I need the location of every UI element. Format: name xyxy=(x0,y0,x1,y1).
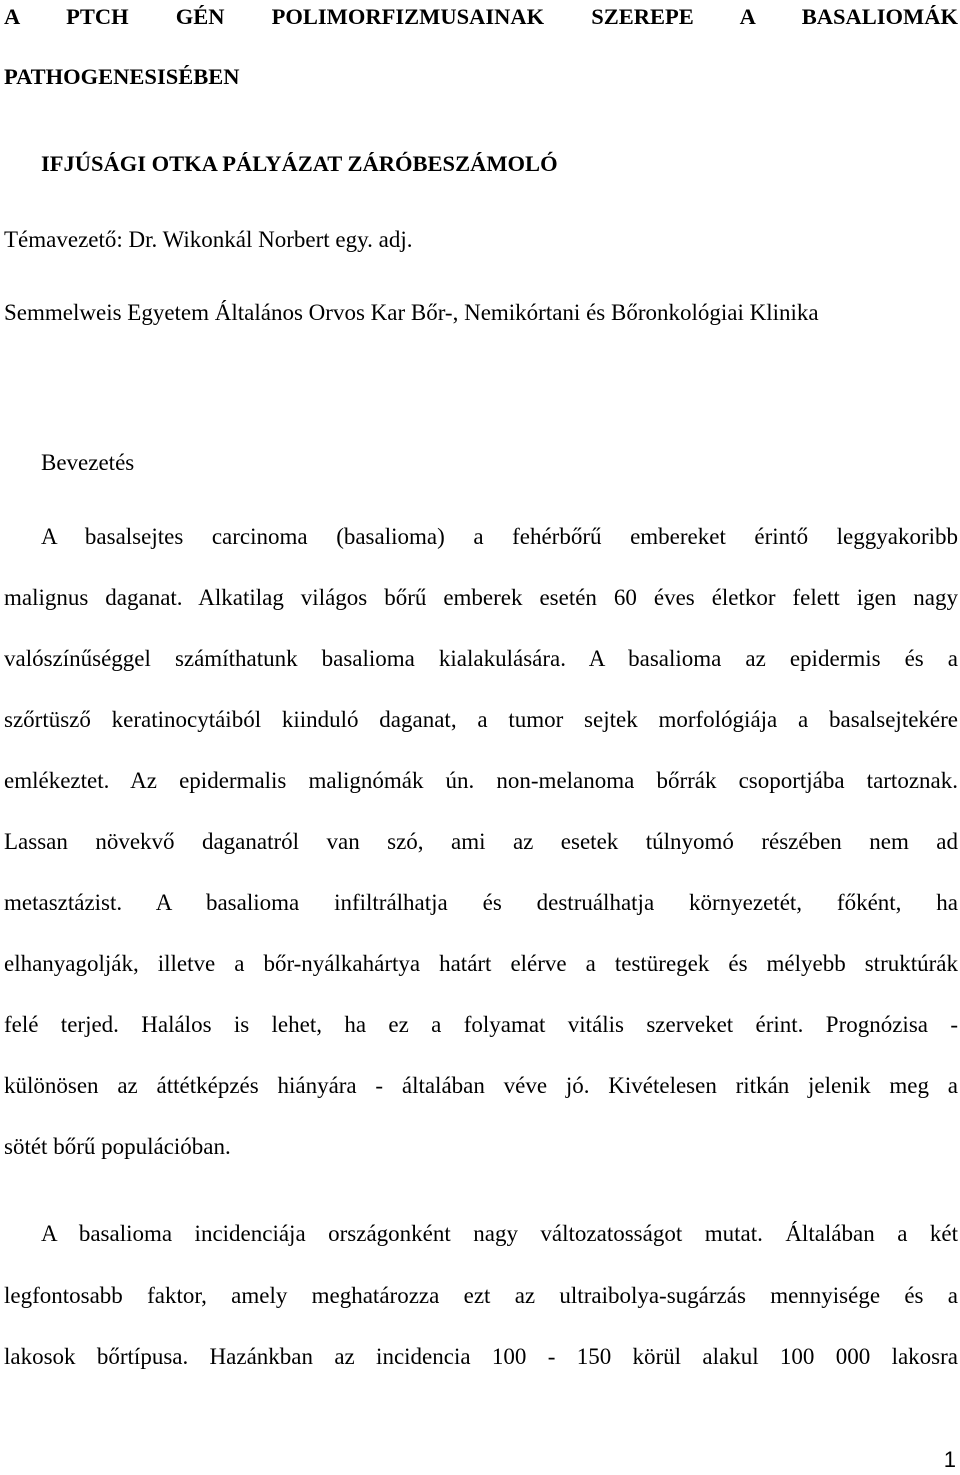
supervisor-line: Témavezető: Dr. Wikonkál Norbert egy. adj. xyxy=(4,227,413,252)
paragraph-line: különösen az áttétképzés hiányára - általában véve jó. Kivételesen ritkán jelenik meg a xyxy=(4,1073,958,1098)
paragraph-line: metasztázist. A basalioma infiltrálhatja és destruálhatja környezetét, főként, ha xyxy=(4,890,958,915)
paragraph-line: Lassan növekvő daganatról van szó, ami az esetek túlnyomó részében nem ad xyxy=(4,829,958,854)
paragraph-line: emlékeztet. Az epidermalis malignómák ún. non-melanoma bőrrák csoportjába tartoznak. xyxy=(4,768,958,793)
paragraph-line: valószínűséggel számíthatunk basalioma kialakulására. A basalioma az epidermis és a xyxy=(4,646,958,671)
institution-line: Semmelweis Egyetem Általános Orvos Kar Bőr-, Nemikórtani és Bőronkológiai Klinika xyxy=(4,300,819,325)
paragraph-line: A basalioma incidenciája országonként nagy változatosságot mutat. Általában a két xyxy=(41,1221,958,1246)
paragraph-line: felé terjed. Halálos is lehet, ha ez a folyamat vitális szerveket érint. Prognózisa - xyxy=(4,1012,958,1037)
document-title-line-2: PATHOGENESISÉBEN xyxy=(4,64,240,89)
paragraph-line: malignus daganat. Alkatilag világos bőrű emberek esetén 60 éves életkor felett igen nagy xyxy=(4,585,958,610)
section-heading: Bevezetés xyxy=(41,450,135,475)
paragraph-line: lakosok bőrtípusa. Hazánkban az incidencia 100 - 150 körül alakul 100 000 lakosra xyxy=(4,1344,958,1369)
document-title-line-1: A PTCH GÉN POLIMORFIZMUSAINAK SZEREPE A BASALIOMÁK xyxy=(4,4,958,29)
page-number: 1 xyxy=(943,1447,956,1472)
paragraph-line: A basalsejtes carcinoma (basalioma) a fehérbőrű embereket érintő leggyakoribb xyxy=(41,524,958,549)
paragraph-line: elhanyagolják, illetve a bőr-nyálkahártya határt elérve a testüregek és mélyebb struktúrák xyxy=(4,951,958,976)
paragraph-line: legfontosabb faktor, amely meghatározza ezt az ultraibolya-sugárzás mennyisége és a xyxy=(4,1283,958,1308)
paragraph-line: sötét bőrű populációban. xyxy=(4,1134,231,1159)
document-subtitle: IFJÚSÁGI OTKA PÁLYÁZAT ZÁRÓBESZÁMOLÓ xyxy=(41,151,558,176)
paragraph-line: szőrtüsző keratinocytáiból kiinduló daganat, a tumor sejtek morfológiája a basalsejtekére xyxy=(4,707,958,732)
